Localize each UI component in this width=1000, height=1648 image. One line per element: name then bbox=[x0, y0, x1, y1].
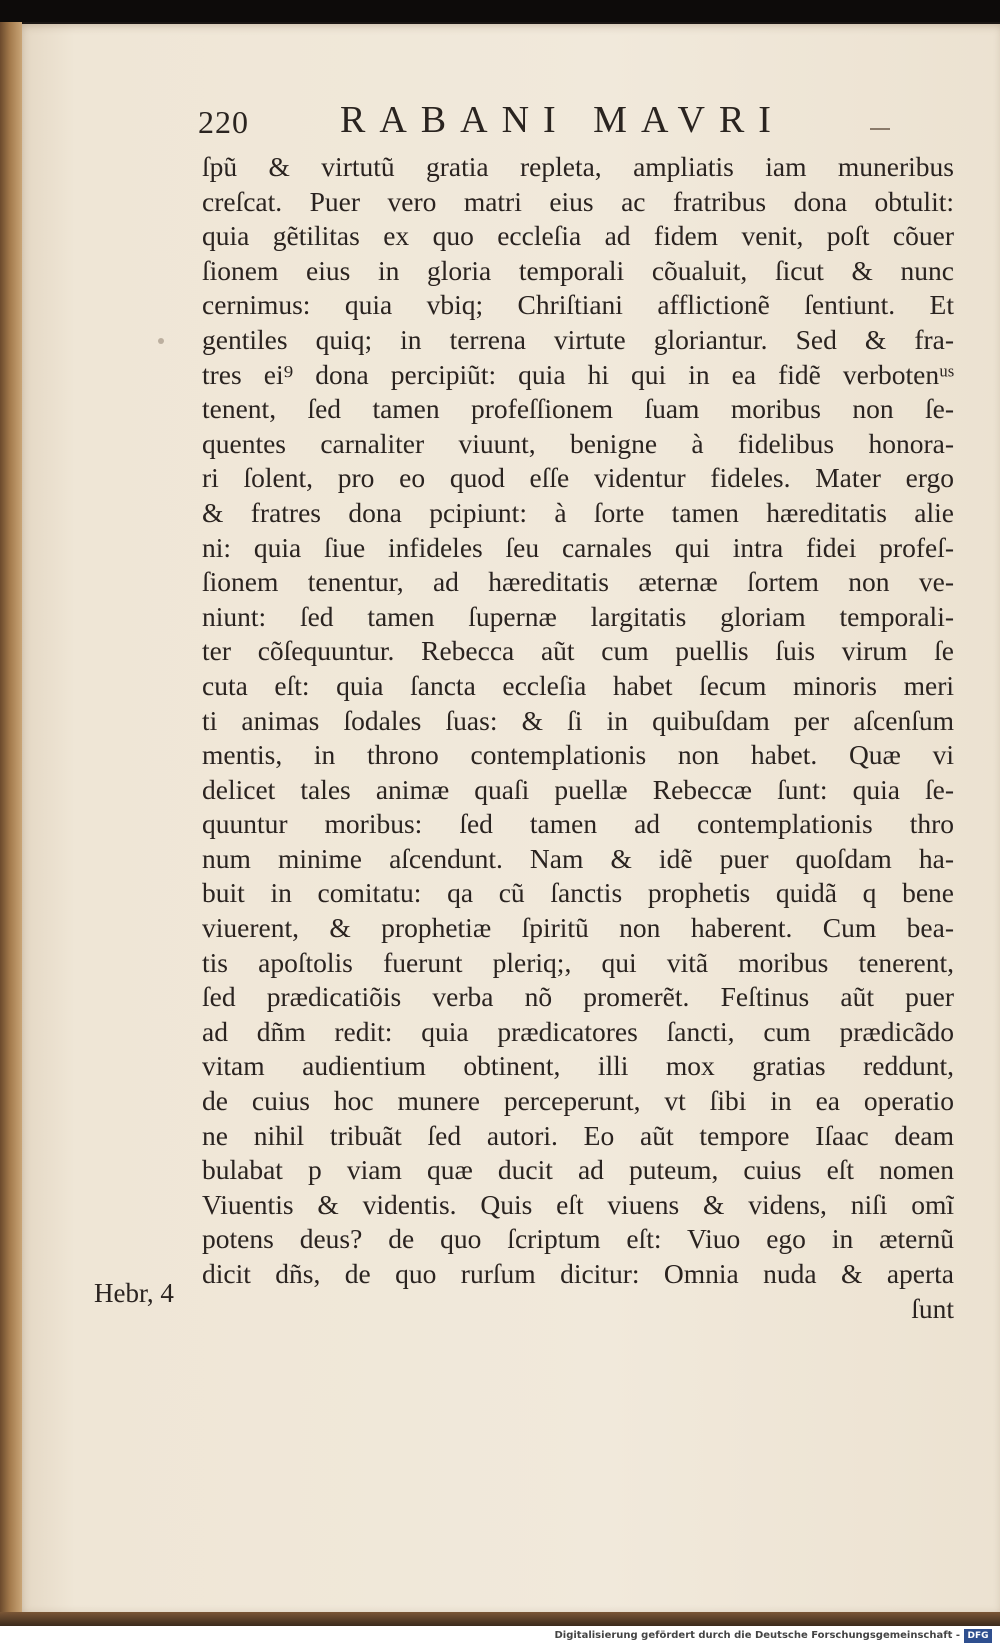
body-text bbox=[202, 150, 954, 1326]
text-line: de cuius hoc munere perceperunt, vt ſibi in ea operatio bbox=[202, 1085, 954, 1117]
text-line: ſionem tenentur, ad hæreditatis æternæ ſortem non ve- bbox=[202, 566, 954, 598]
book-bottom-edge bbox=[0, 1612, 1000, 1626]
text-line: cuta eſt: quia ſancta eccleſia habet ſecum minoris meri bbox=[202, 669, 954, 701]
text-line: potens deus? de quo ſcriptum eſt: Viuo ego in æternũ bbox=[202, 1223, 954, 1255]
dfg-logo-icon[interactable]: DFG bbox=[964, 1629, 992, 1643]
text-line: quentes carnaliter viuunt, benigne à fidelibus honora- bbox=[202, 427, 954, 459]
digitization-credit: Digitalisierung gefördert durch die Deutsche Forschungsgemeinschaft - bbox=[554, 1630, 960, 1641]
page-edge bbox=[0, 22, 22, 1622]
text-line: vitam audientium obtinent, illi mox gratias reddunt, bbox=[202, 1050, 954, 1082]
text-line: creſcat. Puer vero matri eius ac fratribus dona obtulit: bbox=[202, 185, 954, 217]
page-number: 220 bbox=[198, 104, 249, 140]
running-head: RABANI MAVRI bbox=[340, 99, 785, 141]
text-line: tis apoſtolis fuerunt pleriq;, qui vitã moribus tenerent, bbox=[202, 946, 954, 978]
text-line: viuerent, & prophetiæ ſpiritũ non haberent. Cum bea- bbox=[202, 912, 954, 944]
text-line: & fratres dona pcipiunt: à ſorte tamen hæreditatis alie bbox=[202, 496, 954, 528]
text-line: bulabat p viam quæ ducit ad puteum, cuius eſt nomen bbox=[202, 1154, 954, 1186]
text-line: ti animas ſodales ſuas: & ſi in quibuſdam per aſcenſum bbox=[202, 704, 954, 736]
text-line: mentis, in throno contemplationis non habet. Quæ vi bbox=[202, 739, 954, 771]
text-line: ne nihil tribuãt ſed autori. Eo aũt tempore Iſaac deam bbox=[202, 1119, 954, 1151]
text-line: num minime aſcendunt. Nam & idẽ puer quoſdam ha- bbox=[202, 842, 954, 874]
head-rule bbox=[870, 128, 890, 130]
text-line: ri ſolent, pro eo quod eſſe videntur fideles. Mater ergo bbox=[202, 462, 954, 494]
ink-stain bbox=[158, 338, 164, 344]
text-line: cernimus: quia vbiq; Chriſtiani afflictionẽ ſentiunt. Et bbox=[202, 289, 954, 321]
scan-top-band bbox=[0, 0, 1000, 22]
text-line: ni: quia ſiue infideles ſeu carnales qui intra fidei profeſ- bbox=[202, 531, 954, 563]
text-line: delicet tales animæ quaſi puellæ Rebeccæ ſunt: quia ſe- bbox=[202, 773, 954, 805]
text-line: ſed prædicatiõis verba nõ promerẽt. Feſtinus aũt puer bbox=[202, 981, 954, 1013]
text-line: ſpũ & virtutũ gratia repleta, ampliatis iam muneribus bbox=[202, 151, 954, 182]
text-line: ad dñm redit: quia prædicatores ſancti, cum prædicãdo bbox=[202, 1015, 954, 1047]
text-line: ſionem eius in gloria temporali cõualuit, ſicut & nunc bbox=[202, 254, 954, 286]
text-line: buit in comitatu: qa cũ ſanctis prophetis quidã q bene bbox=[202, 877, 954, 909]
text-line: dicit dñs, de quo rurſum dicitur: Omnia nuda & aperta bbox=[202, 1258, 954, 1289]
text-line: ter cõſequuntur. Rebecca aũt cum puellis ſuis virum ſe bbox=[202, 635, 954, 667]
text-line: Viuentis & videntis. Quis eſt viuens & videns, niſi omĩ bbox=[202, 1188, 954, 1220]
marginal-note: Hebr, 4 bbox=[94, 1278, 174, 1308]
text-line: quia gẽtilitas ex quo eccleſia ad fidem venit, poſt cõuer bbox=[202, 220, 954, 252]
text-line: gentiles quiq; in terrena virtute gloriantur. Sed & fra- bbox=[202, 323, 954, 355]
text-line: tres ei⁹ dona percipiũt: quia hi qui in ea fidẽ verbotenᵘˢ bbox=[202, 358, 954, 390]
text-line: quuntur moribus: ſed tamen ad contemplationis thro bbox=[202, 808, 954, 840]
catchword: ſunt bbox=[911, 1292, 954, 1324]
text-line: niunt: ſed tamen ſupernæ largitatis gloriam temporali- bbox=[202, 600, 954, 632]
text-line: tenent, ſed tamen profeſſionem ſuam moribus non ſe- bbox=[202, 393, 954, 425]
